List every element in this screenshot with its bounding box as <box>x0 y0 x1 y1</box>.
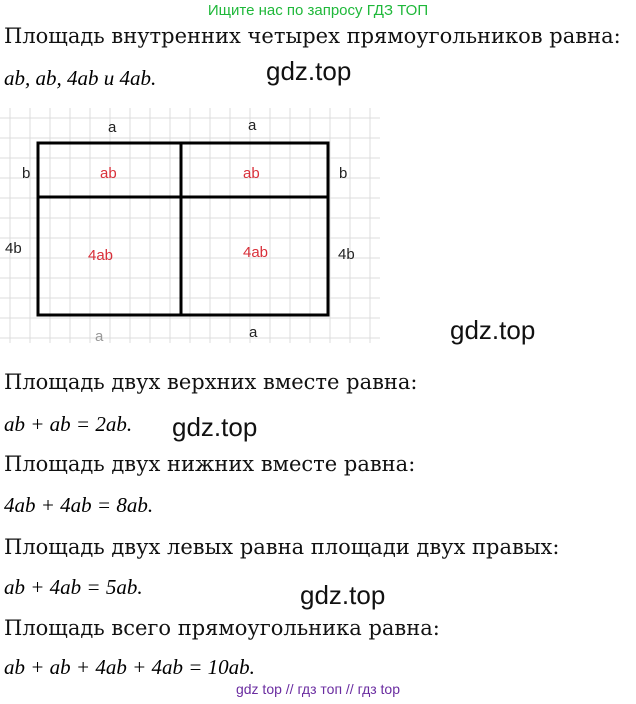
label-top-right-a: a <box>248 117 257 134</box>
cell-bottom-right-area: 4ab <box>243 244 269 261</box>
label-left-b: b <box>22 165 31 182</box>
text-line-5: Площадь двух нижних вместе равна: <box>4 452 416 476</box>
footer-links: gdz top // гдз топ // гдз top <box>235 681 401 697</box>
text-line-9: Площадь всего прямоугольника равна: <box>4 616 440 640</box>
label-right-4b: 4b <box>338 246 355 263</box>
text-line-6: 4ab + 4ab = 8ab. <box>4 493 154 517</box>
cell-top-right-area: ab <box>243 165 260 182</box>
cell-bottom-left-area: 4ab <box>88 247 114 264</box>
cell-top-left-area: ab <box>100 165 117 182</box>
text-line-7: Площадь двух левых равна площади двух правых: <box>4 535 560 559</box>
label-bottom-right-a: a <box>249 324 258 341</box>
text-line-3: Площадь двух верхних вместе равна: <box>4 370 418 394</box>
watermark-2: gdz.top <box>450 315 536 345</box>
text-line-8: ab + 4ab = 5ab. <box>4 575 143 599</box>
text-line-1: Площадь внутренних четырех прямоугольников равна: <box>4 24 621 48</box>
label-top-left-a: a <box>108 119 117 136</box>
label-right-b: b <box>339 165 348 182</box>
rectangle-outline <box>38 143 328 315</box>
label-bottom-left-a: a <box>95 328 104 345</box>
label-left-4b: 4b <box>5 240 22 257</box>
text-line-4: ab + ab = 2ab. <box>4 412 133 436</box>
watermark-3: gdz.top <box>172 412 258 442</box>
watermark-1: gdz.top <box>266 56 352 86</box>
rectangle-diagram <box>0 108 380 348</box>
header-banner: Ищите нас по запросу ГДЗ ТОП <box>207 2 429 19</box>
text-line-10: ab + ab + 4ab + 4ab = 10ab. <box>4 655 255 679</box>
watermark-4: gdz.top <box>300 580 386 610</box>
text-line-2: ab, ab, 4ab и 4ab. <box>4 66 157 90</box>
